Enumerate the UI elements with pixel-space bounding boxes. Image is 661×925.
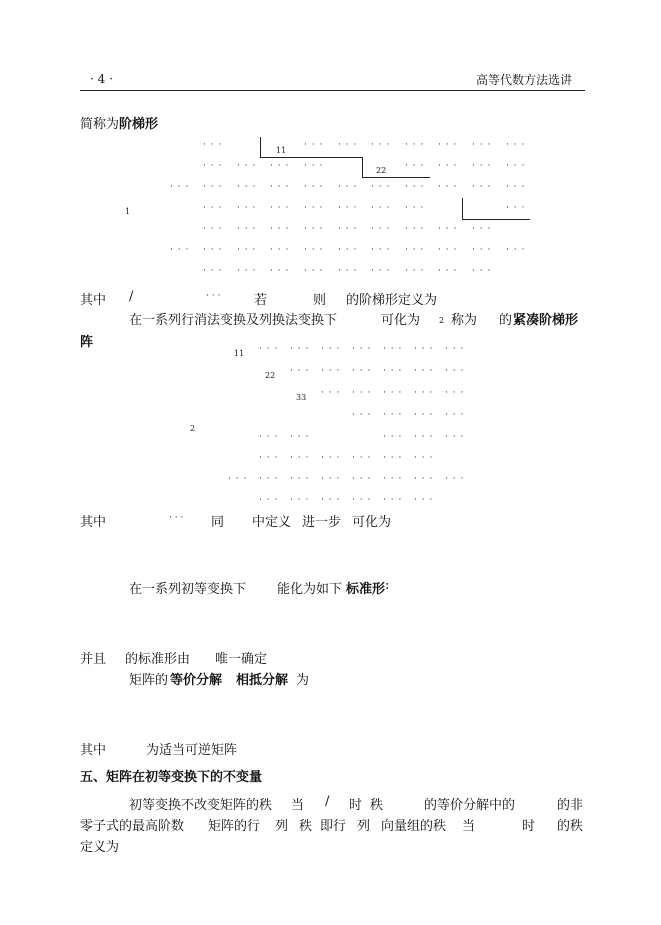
matrix1-dots-cell: · · · [203,245,223,255]
matrix1-dots-cell: · · · [472,182,492,192]
matrix1-dots-cell: · · · [237,182,257,192]
matrix1-dots-cell: · · · [338,266,358,276]
matrix2-dots-cell: · · · [321,366,341,376]
matrix2-dots-cell: · · · [414,453,434,463]
term-congruent-decomp: 相抵分解 [236,673,289,688]
para3-b: 能化为如下 [277,582,343,597]
matrix1-dots-cell: · · · [304,266,324,276]
para2-tail: 阵 [80,335,94,350]
matrix1-dots-cell: · · · [438,140,458,150]
matrix1-dots-cell: · · · [338,203,358,213]
matrix1-dots-cell: · · · [338,245,358,255]
matrix1-sub-11: 11 [276,146,287,155]
matrix1-dots-cell: · · · [438,266,458,276]
slash: / [129,289,134,304]
matrix2-dots-cell: · · · [383,474,403,484]
definition-text: 的阶梯形定义为 [346,293,438,308]
matrix1-dots-cell: · · · [338,140,358,150]
p7-l2h: 当 [462,819,476,834]
matrix1-dots-cell: · · · [371,203,391,213]
p7-l2c: 列 [275,819,289,834]
matrix1-dots-cell: · · · [472,266,492,276]
matrix1-dots-cell: · · · [203,161,223,171]
matrix1-dots-cell: · · · [237,266,257,276]
para5-b: 为 [296,673,310,688]
matrix1-dots-cell: · · · [304,140,324,150]
matrix2-sub-22: 22 [265,371,276,380]
matrix1-dots-cell: · · · [270,224,290,234]
para2-a: 在一系列行消法变换及列换法变换下 [129,313,338,328]
matrix1-dots-cell: · · · [405,182,425,192]
matrix2-dots-cell: · · · [414,432,434,442]
p7-l2e: 即行 [320,819,347,834]
term-standard-form: 标准形 [346,582,386,597]
matrix1-dots-cell: · · · [304,224,324,234]
matrix2-dots-cell: · · · [445,410,465,420]
matrix1-left-label: 1 [125,207,131,216]
matrix2-dots-cell: · · · [352,344,372,354]
ellipsis-2: · · · [169,513,184,523]
para2-d: 称为 [451,313,478,328]
matrix2-dots-cell: · · · [445,388,465,398]
matrix1-dots-cell: · · · [371,245,391,255]
matrix1-dots-cell: · · · [371,182,391,192]
para2-sub: 2 [439,316,445,325]
term-equiv-decomp: 等价分解 [170,673,223,688]
then-word: 则 [313,293,327,308]
p7-l1a: 初等变换不改变矩阵的秩 [129,798,273,813]
matrix2-dots-cell: · · · [414,344,434,354]
can-become: 可化为 [352,515,392,530]
stair-h2 [362,177,430,178]
matrix2-dots-cell: · · · [414,410,434,420]
matrix1-dots-cell: · · · [472,245,492,255]
matrix2-dots-cell: · · · [414,366,434,376]
matrix1-dots-cell: · · · [203,266,223,276]
p7-l2g: 向量组的秩 [381,819,447,834]
matrix2-dots-cell: · · · [445,366,465,376]
term-echelon: 阶梯形 [119,117,159,132]
matrix1-dots-cell: · · · [237,224,257,234]
page-number: · 4 · [90,72,113,86]
matrix2-dots-cell: · · · [445,432,465,442]
matrix1-dots-cell: · · · [270,245,290,255]
matrix1-dots-cell: · · · [371,224,391,234]
matrix2-dots-cell: · · · [352,453,372,463]
header-rule [80,90,585,91]
matrix1-dots-cell: · · · [506,161,526,171]
matrix1-dots-cell: · · · [170,182,190,192]
matrix2-dots-cell: · · · [290,453,310,463]
matrix1-dots-cell: · · · [472,161,492,171]
matrix1-dots-cell: · · · [506,182,526,192]
matrix2-dots-cell: · · · [352,410,372,420]
matrix1-dots-cell: · · · [338,182,358,192]
matrix2-dots-cell: · · · [383,344,403,354]
running-title: 高等代数方法选讲 [476,73,573,87]
matrix2-dots-cell: · · · [383,453,403,463]
matrix2-dots-cell: · · · [383,495,403,505]
matrix2-dots-cell: · · · [383,388,403,398]
matrix1-dots-cell: · · · [237,245,257,255]
matrix1-dots-cell: · · · [304,203,324,213]
p7-l1g: 的非 [557,798,584,813]
matrix1-dots-cell: · · · [506,140,526,150]
matrix1-dots-cell: · · · [405,224,425,234]
matrix1-dots-cell: · · · [472,140,492,150]
matrix2-dots-cell: · · · [259,344,279,354]
para5-a: 矩阵的 [129,673,169,688]
p7-l1c: / [325,794,330,809]
matrix1-dots-cell: · · · [304,161,324,171]
para4-b: 的标准形由 [125,652,191,667]
matrix2-dots-cell: · · · [259,474,279,484]
p7-l2f: 列 [357,819,371,834]
matrix2-dots-cell: · · · [414,495,434,505]
para3-colon: : [385,578,390,593]
matrix1-dots-cell: · · · [438,245,458,255]
matrix1-dots-cell: · · · [304,182,324,192]
matrix1-dots-cell: · · · [338,224,358,234]
matrix1-dots-cell: · · · [304,245,324,255]
matrix2-dots-cell: · · · [290,344,310,354]
matrix2-dots-cell: · · · [321,495,341,505]
if-word: 若 [254,293,268,308]
matrix1-dots-cell: · · · [405,266,425,276]
stair-h1 [260,157,363,158]
matrix1-dots-cell: · · · [472,224,492,234]
matrix2-dots-cell: · · · [228,474,248,484]
para6-b: 为适当可逆矩阵 [146,743,238,758]
p7-l2d: 秩 [299,819,313,834]
stair-v1 [260,137,261,158]
p7-l1f: 的等价分解中的 [424,798,516,813]
p7-l3: 定义为 [80,840,120,855]
matrix2-sub-33: 33 [296,393,307,402]
matrix2-dots-cell: · · · [259,432,279,442]
matrix2-dots-cell: · · · [352,388,372,398]
matrix2-dots-cell: · · · [290,474,310,484]
matrix1-dots-cell: · · · [170,245,190,255]
intro-line [80,113,158,132]
para3-a: 在一系列初等变换下 [129,582,247,597]
matrix1-dots-cell: · · · [438,182,458,192]
matrix1-dots-cell: · · · [405,245,425,255]
matrix2-dots-cell: · · · [445,474,465,484]
matrix1-dots-cell: · · · [506,203,526,213]
p7-l2j: 的秩 [557,819,584,834]
matrix2-left-label: 2 [190,424,196,433]
matrix1-dots-cell: · · · [405,203,425,213]
matrix1-dots-cell: · · · [371,140,391,150]
para6-a: 其中 [80,743,107,758]
p7-l1d: 时 [349,798,363,813]
matrix2-dots-cell: · · · [352,366,372,376]
para2-b: 可化为 [381,313,421,328]
same-word: 同 [211,515,225,530]
matrix2-dots-cell: · · · [259,453,279,463]
matrix2-dots-cell: · · · [259,495,279,505]
matrix1-dots-cell: · · · [506,245,526,255]
para4-c: 唯一确定 [215,652,268,667]
matrix1-dots-cell: · · · [270,266,290,276]
section-heading: 五、矩阵在初等变换下的不变量 [80,770,263,785]
p7-l2i: 时 [522,819,536,834]
para2-e: 的 [499,313,513,328]
matrix1-dots-cell: · · · [270,161,290,171]
matrix1-dots-cell: · · · [203,224,223,234]
matrix2-dots-cell: · · · [352,474,372,484]
matrix2-dots-cell: · · · [290,495,310,505]
matrix1-dots-cell: · · · [237,161,257,171]
matrix1-dots-cell: · · · [270,182,290,192]
matrix2-dots-cell: · · · [414,474,434,484]
stair-h3 [462,219,530,220]
ellipsis: · · · [206,291,221,301]
intro-text: 简称为 [80,117,120,132]
p7-l2a: 零子式的最高阶数 [80,819,185,834]
matrix2-dots-cell: · · · [383,366,403,376]
matrix2-dots-cell: · · · [321,344,341,354]
matrix2-sub-11: 11 [234,349,245,358]
matrix2-dots-cell: · · · [321,388,341,398]
matrix2-dots-cell: · · · [383,432,403,442]
p7-l1e: 秩 [370,798,384,813]
matrix1-dots-cell: · · · [371,266,391,276]
matrix1-dots-cell: · · · [405,161,425,171]
matrix1-dots-cell: · · · [203,203,223,213]
matrix1-dots-cell: · · · [270,203,290,213]
matrix1-dots-cell: · · · [438,161,458,171]
matrix2-dots-cell: · · · [290,432,310,442]
p7-l2b: 矩阵的行 [208,819,261,834]
matrix2-dots-cell: · · · [321,453,341,463]
matrix2-dots-cell: · · · [414,388,434,398]
matrix2-dots-cell: · · · [290,366,310,376]
defined-in: 中定义 [252,515,292,530]
where-word: 其中 [80,293,107,308]
term-compact-echelon: 紧凑阶梯形 [513,313,579,328]
matrix2-dots-cell: · · · [321,474,341,484]
matrix1-dots-cell: · · · [203,140,223,150]
p7-l1b: 当 [291,798,305,813]
matrix1-dots-cell: · · · [237,203,257,213]
matrix1-dots-cell: · · · [438,224,458,234]
matrix1-sub-22: 22 [376,166,387,175]
matrix2-dots-cell: · · · [383,410,403,420]
para4-a: 并且 [80,652,107,667]
matrix1-dots-cell: · · · [203,182,223,192]
stair-v3 [462,198,463,220]
matrix2-dots-cell: · · · [352,495,372,505]
matrix1-dots-cell: · · · [405,140,425,150]
matrix2-dots-cell: · · · [445,344,465,354]
where-word-2: 其中 [80,515,107,530]
further: 进一步 [302,515,342,530]
stair-v2 [362,157,363,178]
